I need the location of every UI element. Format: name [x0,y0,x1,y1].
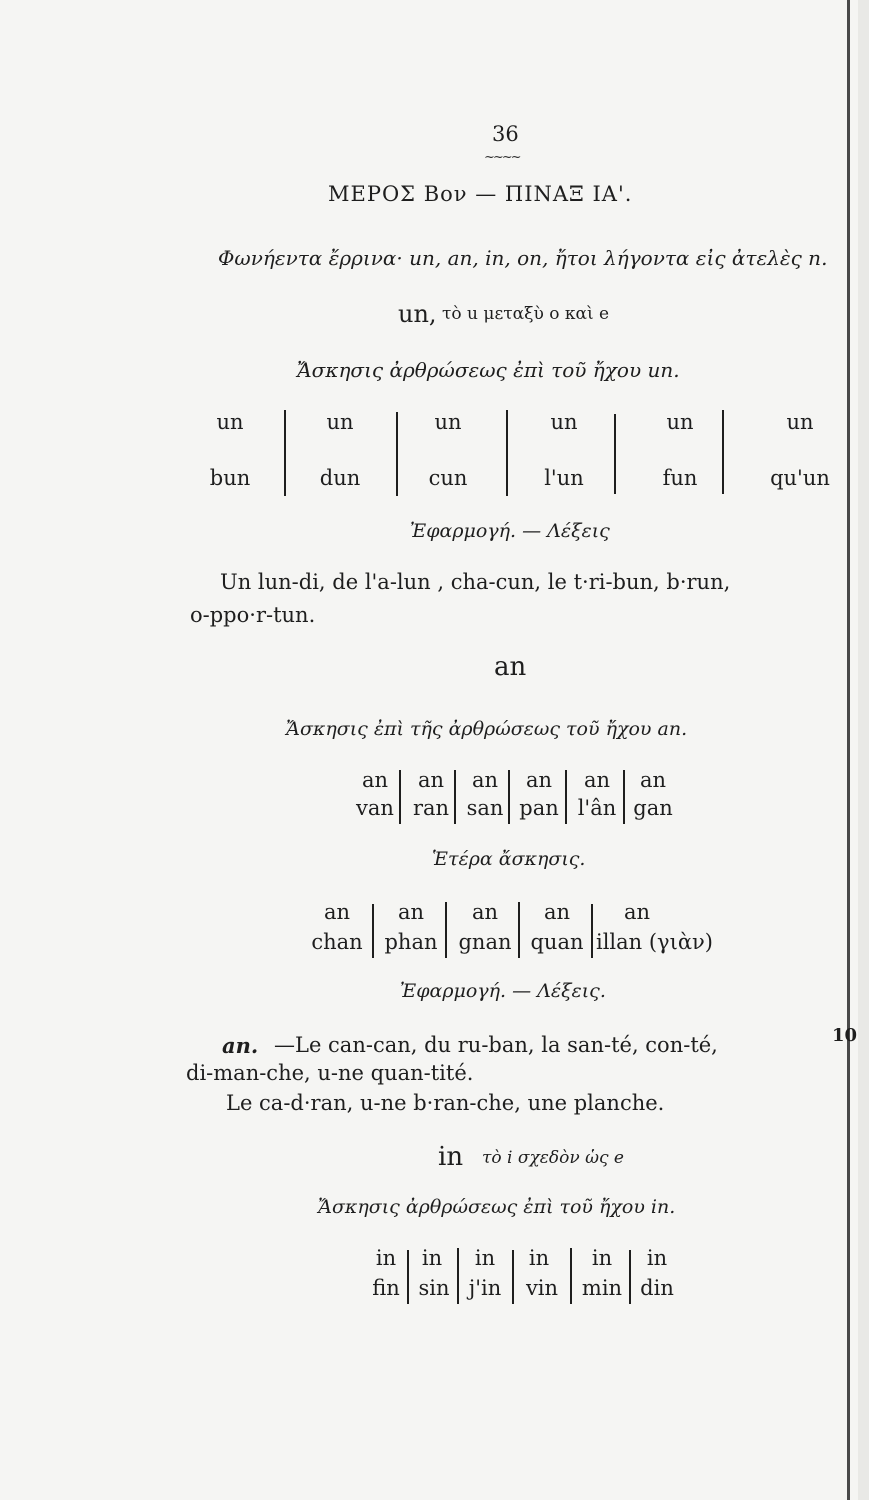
column-divider [565,770,567,824]
page-number: 36 [492,122,519,146]
an-cell-top: an [525,768,553,792]
an-cell-bottom: ran [412,796,450,820]
un-exercise-table [200,410,830,500]
un-cell-top: un [326,410,354,434]
un-cell-top: un [786,410,814,434]
un-application-heading: Ἐφαρμογή. — Λέξεις [410,520,610,542]
an-other-cell-top: an [623,900,651,924]
in-cell-top: in [528,1246,550,1270]
in-cell-top: in [421,1246,443,1270]
un-cell-bottom: fun [662,466,698,490]
an-cell-top: an [361,768,389,792]
column-divider [512,1250,514,1304]
un-words-line2: o-ppo·r-tun. [190,603,316,627]
in-cell-bottom: j'in [468,1276,502,1300]
un-cell-bottom: l'un [544,466,584,490]
column-divider [445,902,447,958]
un-cell-top: un [216,410,244,434]
column-divider [396,412,398,496]
an-heading: an [494,652,527,682]
un-sound-word: un, [398,300,437,328]
an-cell-top: an [417,768,445,792]
in-cell-bottom: din [640,1276,674,1300]
column-divider [407,1250,409,1304]
column-divider [457,1248,459,1304]
in-cell-top: in [474,1246,496,1270]
an-cell-bottom: l'ân [577,796,617,820]
column-divider [399,770,401,824]
an-other-cell-bottom: quan [530,930,584,954]
in-cell-top: in [591,1246,613,1270]
un-cell-bottom: cun [428,466,468,490]
in-cell-top: in [646,1246,668,1270]
an-cell-top: an [639,768,667,792]
page-title: ΜΕΡΟΣ Βον — ΠΙΝΑΞ ΙΑ'. [328,182,633,206]
an-exercise-table [350,768,690,828]
column-divider [591,904,593,958]
column-divider [506,410,508,496]
in-exercise-heading: Ἄσκησις ἀρθρώσεως ἐπὶ τοῦ ἤχου in. [318,1196,676,1218]
in-cell-bottom: fin [372,1276,400,1300]
an-words-line3: Le ca-d·ran, u-ne b·ran-che, une planche. [226,1091,665,1115]
an-application-heading: Ἐφαρμογή. — Λέξεις. [400,980,606,1002]
column-divider [508,770,510,824]
un-cell-bottom: bun [209,466,251,490]
column-divider [614,414,616,494]
an-other-exercise-heading: Ἑτέρα ἄσκησις. [432,848,586,870]
column-divider [372,904,374,958]
margin-mark: 10 [832,1025,858,1046]
an-other-cell-bottom: illan (γιὰν) [596,930,713,954]
an-words-lead: an. [222,1033,259,1058]
in-cell-top: in [375,1246,397,1270]
an-cell-top: an [583,768,611,792]
an-other-cell-top: an [471,900,499,924]
an-words-line1: —Le can-can, du ru-ban, la san-té, con-té, [274,1033,718,1057]
an-cell-top: an [471,768,499,792]
un-cell-top: un [666,410,694,434]
an-other-cell-bottom: phan [384,930,438,954]
un-words-line1: Un lun-di, de l'a-lun , cha-cun, le t·ri-bun, b·run, [220,570,731,594]
column-divider [570,1248,572,1304]
page-edge [847,0,850,1500]
column-divider [518,902,520,958]
intro-line: Φωνήεντα ἔρρινα· un, an, in, on, ἤτοι λήγοντα εἰς ἀτελὲς n. [218,246,828,270]
an-words-line2: di-man-che, u-ne quan-tité. [186,1061,474,1085]
un-cell-bottom: qu'un [770,466,830,490]
column-divider [284,410,286,496]
column-divider [454,770,456,824]
in-exercise-table [364,1246,694,1306]
in-cell-bottom: min [581,1276,623,1300]
un-cell-top: un [550,410,578,434]
un-cell-top: un [434,410,462,434]
un-exercise-heading: Ἄσκησις ἀρθρώσεως ἐπὶ τοῦ ἤχου un. [297,358,680,382]
an-other-exercise-table [304,900,734,962]
an-other-cell-top: an [543,900,571,924]
an-cell-bottom: gan [633,796,673,820]
un-sound-note: τὸ u μεταξὺ o καὶ e [442,304,610,324]
in-cell-bottom: sin [418,1276,450,1300]
an-exercise-heading: Ἄσκησις ἐπὶ τῆς ἀρθρώσεως τοῦ ἤχου an. [286,718,688,740]
un-cell-bottom: dun [319,466,361,490]
page-margin [858,0,869,1500]
ornament: ~~~~ [484,150,520,165]
column-divider [629,1250,631,1304]
column-divider [623,770,625,824]
column-divider [722,410,724,494]
an-cell-bottom: san [466,796,504,820]
in-cell-bottom: vin [525,1276,559,1300]
an-other-cell-bottom: gnan [458,930,512,954]
an-other-cell-top: an [323,900,351,924]
an-cell-bottom: pan [519,796,559,820]
in-heading-note: τὸ i σχεδὸν ὡς e [482,1148,624,1168]
an-other-cell-bottom: chan [311,930,363,954]
in-heading-word: in [438,1142,464,1172]
an-cell-bottom: van [356,796,394,820]
an-other-cell-top: an [397,900,425,924]
